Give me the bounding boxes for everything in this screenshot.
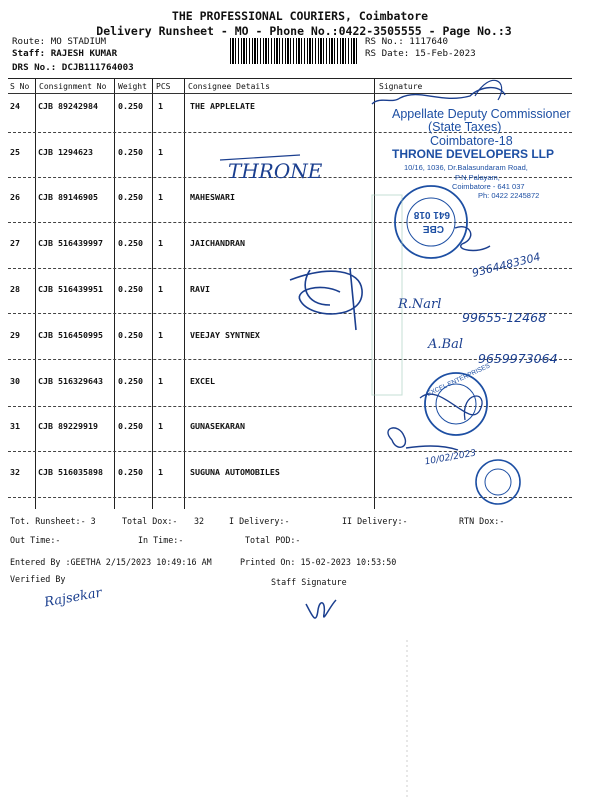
row28-name: R.Narl [398,297,442,312]
appellate-stamp-line1: Appellate Deputy Commissioner [392,107,571,121]
excel-stamp-text: EXCEL ENTERPRISES [425,362,492,398]
cell-pcs: 1 [158,330,163,340]
out-time-label: Out Time:- [10,535,61,545]
cell-weight: 0.250 [118,238,143,248]
cell-consignee: RAVI [190,284,210,294]
company-title: THE PROFESSIONAL COURIERS, Coimbatore [171,9,429,23]
runsheet-subtitle: Delivery Runsheet - MO - Phone No.:0422-3505555 - Page No.:3 [96,24,512,38]
cell-sno: 26 [10,192,20,202]
cell-weight: 0.250 [118,376,143,386]
printed-on: Printed On: 15-02-2023 10:53:50 [240,557,397,567]
row27-phone: 9364483304 [470,250,542,280]
cell-pcs: 1 [158,238,163,248]
cell-consignment: CJB 516329643 [38,376,103,386]
col-consignment: Consignment No [39,82,107,91]
cell-consignment: CJB 89242984 [38,101,98,111]
cell-pcs: 1 [158,467,163,477]
rs-date: RS Date: 15-Feb-2023 [365,48,476,59]
staff-signature-icon [306,600,336,618]
cell-sno: 28 [10,284,20,294]
throne-stamp-addr1: 10/16, 1036, Dr.Balasundaram Road, [404,163,528,172]
cell-consignee: JAICHANDRAN [190,238,245,248]
row25-handwriting: THRONE [228,159,323,183]
cell-consignee: GUNASEKARAN [190,421,245,431]
throne-stamp-phone: Ph: 0422 2245872 [478,191,540,200]
cell-pcs: 1 [158,192,163,202]
cell-consignment: CJB 89229919 [38,421,98,431]
row28-phone: 99655-12468 [462,310,547,325]
cell-weight: 0.250 [118,421,143,431]
runsheet-table [8,78,572,509]
ii-delivery-label: II Delivery:- [342,516,408,526]
table-header [8,79,572,94]
cell-weight: 0.250 [118,330,143,340]
throne-stamp-addr3: Coimbatore - 641 037 [452,182,525,191]
cell-consignment: CJB 516439997 [38,238,103,248]
route-label: Route: MO STADIUM [12,36,107,47]
cell-weight: 0.250 [118,101,143,111]
col-consignee: Consignee Details [188,82,270,91]
rtn-dox-label: RTN Dox:- [459,516,505,526]
in-time-label: In Time:- [138,535,184,545]
cell-pcs: 1 [158,147,163,157]
throne-stamp-name: THRONE DEVELOPERS LLP [392,147,555,161]
cell-consignee: EXCEL [190,376,215,386]
cell-weight: 0.250 [118,467,143,477]
col-signature: Signature [379,82,423,91]
cell-consignee: MAHESWARI [190,192,235,202]
cell-sno: 30 [10,376,20,386]
verified-by-label: Verified By [10,574,66,584]
row29-name: A.Bal [428,337,463,352]
drs-number: DRS No.: DCJB111764003 [12,62,134,73]
cell-sno: 24 [10,101,20,111]
cell-weight: 0.250 [118,147,143,157]
barcode [230,38,358,64]
cell-consignee: SUGUNA AUTOMOBILES [190,467,280,477]
cell-pcs: 1 [158,101,163,111]
cell-consignee: VEEJAY SYNTNEX [190,330,260,340]
cell-sno: 25 [10,147,20,157]
cell-sno: 27 [10,238,20,248]
cell-consignment: CJB 516439951 [38,284,103,294]
staff-signature-label: Staff Signature [271,577,347,587]
appellate-stamp-line2: (State Taxes) [428,120,502,134]
entered-by: Entered By :GEETHA 2/15/2023 10:49:16 AM [10,557,212,567]
verified-signature: Rajsekar [43,585,103,611]
cell-pcs: 1 [158,376,163,386]
round-stamp-cbe: CBE [422,223,444,234]
tot-runsheet: Tot. Runsheet:- 3 [10,516,96,526]
staff-label: Staff: RAJESH KUMAR [12,48,118,59]
throne-stamp-addr2: P.N.Palayam, [455,173,500,182]
cell-consignment: CJB 1294623 [38,147,93,157]
cell-pcs: 1 [158,421,163,431]
appellate-stamp-line3: Coimbatore-18 [430,134,513,148]
col-weight: Weight [118,82,147,91]
row32-date: 10/02/2023 [424,448,477,468]
total-dox-label: Total Dox:- [122,516,178,526]
cell-sno: 31 [10,421,20,431]
row29-phone: 9659973064 [478,351,558,366]
total-dox-value: 32 [194,516,205,526]
i-delivery-label: I Delivery:- [229,516,290,526]
cell-consignment: CJB 89146905 [38,192,98,202]
col-pcs: PCS [156,82,171,91]
cell-weight: 0.250 [118,192,143,202]
total-pod-label: Total POD:- [245,535,301,545]
rs-number: RS No.: 1117640 [365,36,448,47]
cell-sno: 32 [10,467,20,477]
cell-pcs: 1 [158,284,163,294]
cell-consignment: CJB 516450995 [38,330,103,340]
cell-consignee: THE APPLELATE [190,101,255,111]
round-stamp-pin: 641 018 [413,209,450,220]
cell-consignment: CJB 516035898 [38,467,103,477]
col-sno: S No [10,82,30,91]
cell-sno: 29 [10,330,20,340]
cell-weight: 0.250 [118,284,143,294]
